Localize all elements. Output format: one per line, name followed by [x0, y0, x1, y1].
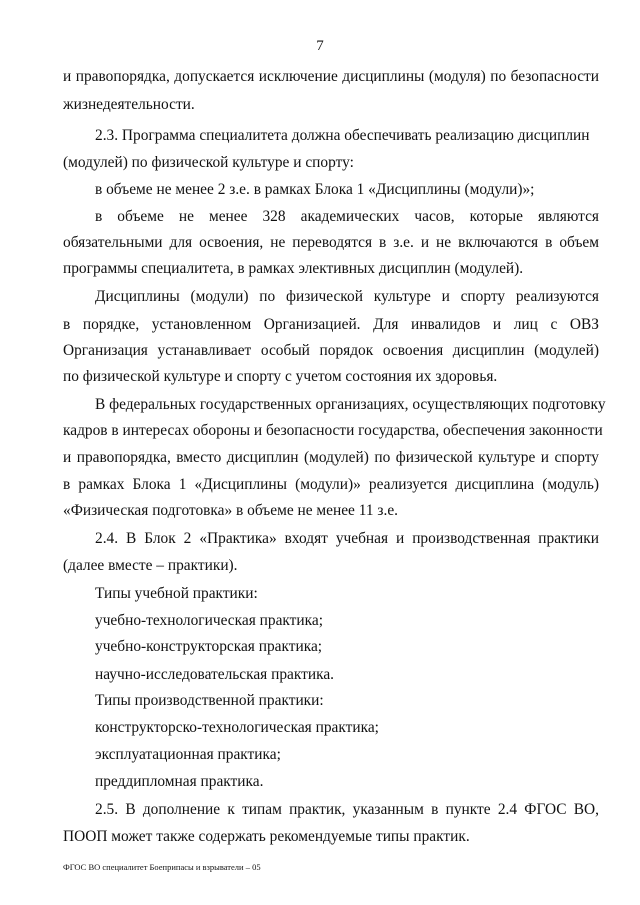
- text-line: 2.3. Программа специалитета должна обеспечивать реализацию дисциплин: [95, 127, 590, 144]
- text-line: и правопорядка, допускается исключение дисциплины (модуля) по безопасности: [63, 68, 599, 85]
- text-line: по физической культуре и спорту с учетом состояния их здоровья.: [63, 368, 498, 385]
- text-line: В федеральных государственных организациях, осуществляющих подготовку: [95, 396, 606, 413]
- text-line: эксплуатационная практика;: [95, 746, 281, 763]
- text-line: программы специалитета, в рамках элективных дисциплин (модулей).: [63, 260, 524, 277]
- text-line: в объеме не менее 2 з.е. в рамках Блока 1 «Дисциплины (модули)»;: [95, 181, 535, 198]
- text-line: Типы учебной практики:: [95, 585, 258, 602]
- text-line: (далее вместе – практики).: [63, 557, 238, 574]
- text-line: кадров в интересах обороны и безопасности государства, обеспечения законности: [63, 422, 603, 439]
- text-line: Организация устанавливает особый порядок освоения дисциплин (модулей): [63, 342, 599, 359]
- text-line: учебно-конструкторская практика;: [95, 638, 323, 655]
- text-line: в рамках Блока 1 «Дисциплины (модули)» реализуется дисциплина (модуль): [63, 476, 599, 493]
- text-line: ПООП может также содержать рекомендуемые типы практик.: [63, 828, 470, 845]
- text-line: конструкторско-технологическая практика;: [95, 719, 379, 736]
- text-line: жизнедеятельности.: [63, 96, 195, 113]
- text-line: научно-исследовательская практика.: [95, 666, 335, 683]
- text-line: (модулей) по физической культуре и спорту:: [63, 154, 354, 171]
- text-line: Типы производственной практики:: [95, 692, 324, 709]
- text-line: и правопорядка, вместо дисциплин (модулей) по физической культуре и спорту: [63, 449, 599, 466]
- text-line: в объеме не менее 328 академических часов, которые являются: [95, 208, 599, 225]
- text-line: 2.4. В Блок 2 «Практика» входят учебная и производственная практики: [95, 530, 599, 547]
- text-line: преддипломная практика.: [95, 773, 264, 790]
- text-line: 2.5. В дополнение к типам практик, указанным в пункте 2.4 ФГОС ВО,: [95, 801, 599, 818]
- text-line: в порядке, установленном Организацией. Для инвалидов и лиц с ОВЗ: [63, 316, 599, 333]
- text-line: «Физическая подготовка» в объеме не менее 11 з.е.: [63, 502, 399, 519]
- text-line: Дисциплины (модули) по физической культуре и спорту реализуются: [95, 288, 599, 305]
- text-line: учебно-технологическая практика;: [95, 612, 323, 629]
- page-footer: ФГОС ВО специалитет Боеприпасы и взрыватели – 05: [63, 862, 261, 872]
- text-line: обязательными для освоения, не переводятся в з.е. и не включаются в объем: [63, 234, 599, 251]
- page-number: 7: [316, 38, 324, 54]
